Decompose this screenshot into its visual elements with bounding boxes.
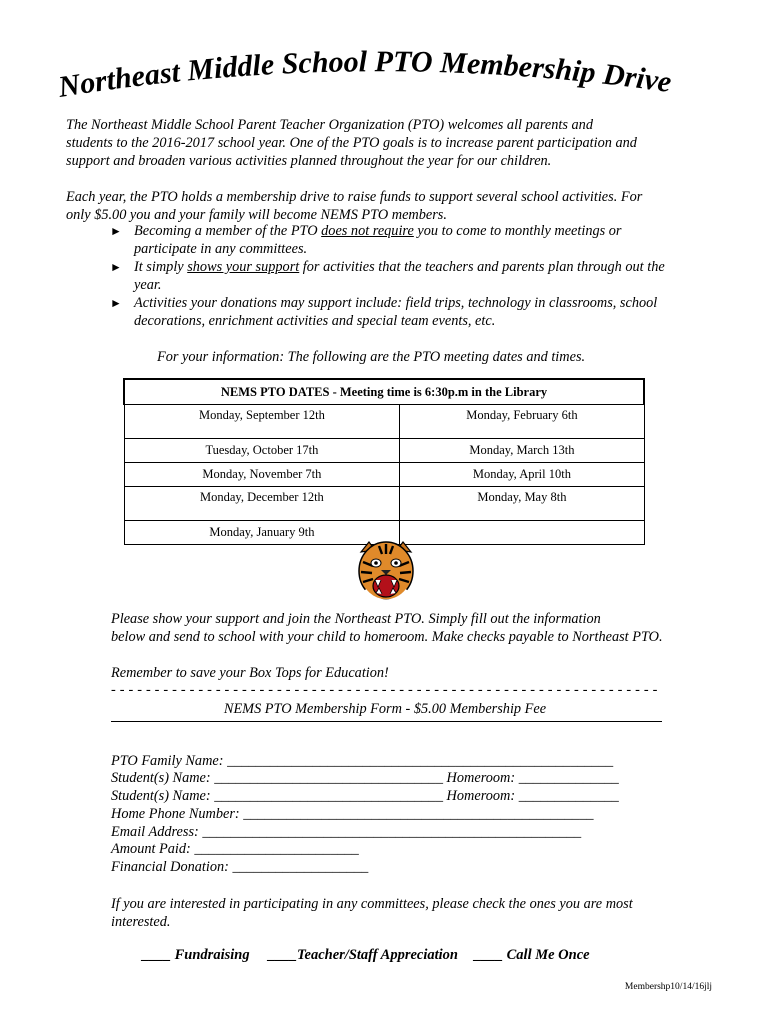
fundraising-option[interactable]: ____ Fundraising <box>142 947 250 963</box>
intro-line-2: students to the 2016-2017 school year. One of the PTO goals is to increase parent participation and <box>66 135 637 151</box>
family-name-field[interactable]: PTO Family Name: ______________________________________________________ <box>111 753 614 769</box>
support-line-2: below and send to school with your child to homeroom. Make checks payable to Northeast PTO. <box>111 629 663 645</box>
committee-line-1: If you are interested in participating in any committees, please check the ones you are most <box>111 896 633 912</box>
email-field[interactable]: Email Address: _____________________________________________________ <box>111 824 582 840</box>
box-tops-reminder: Remember to save your Box Tops for Education! <box>111 665 389 681</box>
table-cell: Monday, March 13th <box>400 439 644 463</box>
table-header: NEMS PTO DATES - Meeting time is 6:30p.m in the Library <box>124 379 644 405</box>
list-item: ► It simply shows your support for activities that the teachers and parents plan through out the year. <box>110 259 665 293</box>
info-line: For your information: The following are the PTO meeting dates and times. <box>157 349 586 365</box>
home-phone-field[interactable]: Home Phone Number: _________________________________________________ <box>111 806 594 822</box>
cut-line: - - - - - - - - - - - - - - - - - - - - - - - - - - - - - - - - - - - - - - - - - - - - - - - - - - - - - - - - - - - - - - - <box>111 682 658 698</box>
table-row <box>124 463 644 487</box>
title-text: Northeast Middle School PTO Membership Drive <box>56 45 674 104</box>
form-divider <box>111 721 662 722</box>
table-row <box>124 487 644 521</box>
table-row <box>124 439 644 463</box>
bullet-arrow-icon: ► <box>110 224 122 238</box>
drive-line-1: Each year, the PTO holds a membership drive to raise funds to support several school activities. For <box>66 189 643 205</box>
table-cell: Monday, February 6th <box>400 405 644 439</box>
page-title <box>55 45 725 112</box>
staff-appreciation-option[interactable]: ____Teacher/Staff Appreciation <box>268 947 458 963</box>
table-cell: Monday, January 9th <box>124 521 400 545</box>
student-name-field-1[interactable]: Student(s) Name: ________________________________ Homeroom: ______________ <box>111 770 619 786</box>
table-cell: Monday, December 12th <box>124 487 400 521</box>
list-item: ► Activities your donations may support include: field trips, technology in classrooms, school decorations, enrichment activities and special team events, etc. <box>110 295 658 329</box>
table-cell: Tuesday, October 17th <box>124 439 400 463</box>
list-item: ► Becoming a member of the PTO does not require you to come to monthly meetings or participate in any committees. <box>110 223 622 257</box>
table-cell: Monday, April 10th <box>400 463 644 487</box>
table-cell: Monday, May 8th <box>400 487 644 521</box>
tiger-mascot-icon <box>353 538 419 604</box>
donation-field[interactable]: Financial Donation: ___________________ <box>111 859 369 875</box>
svg-text:Northeast Middle School PTO Me <box>55 45 673 104</box>
support-line-1: Please show your support and join the Northeast PTO. Simply fill out the information <box>111 611 601 627</box>
committee-line-2: interested. <box>111 914 171 930</box>
drive-line-2: only $5.00 you and your family will become NEMS PTO members. <box>66 207 447 223</box>
bullet-arrow-icon: ► <box>110 296 122 310</box>
student-name-field-2[interactable]: Student(s) Name: ________________________________ Homeroom: ______________ <box>111 788 619 804</box>
intro-line-1: The Northeast Middle School Parent Teacher Organization (PTO) welcomes all parents and <box>66 117 593 133</box>
table-row <box>124 405 644 439</box>
table-cell <box>400 521 644 545</box>
table-cell: Monday, November 7th <box>124 463 400 487</box>
intro-line-3: support and broaden various activities planned throughout the year for our children. <box>66 153 552 169</box>
amount-paid-field[interactable]: Amount Paid: _______________________ <box>111 841 359 857</box>
meeting-dates-table <box>123 378 645 545</box>
footer-code: Membershp10/14/16jlj <box>624 982 712 992</box>
table-cell: Monday, September 12th <box>124 405 400 439</box>
bullet-arrow-icon: ► <box>110 260 122 274</box>
benefit-list <box>110 222 670 330</box>
call-me-once-option[interactable]: ____ Call Me Once <box>474 947 590 963</box>
form-title: NEMS PTO Membership Form - $5.00 Membership Fee <box>223 701 547 717</box>
